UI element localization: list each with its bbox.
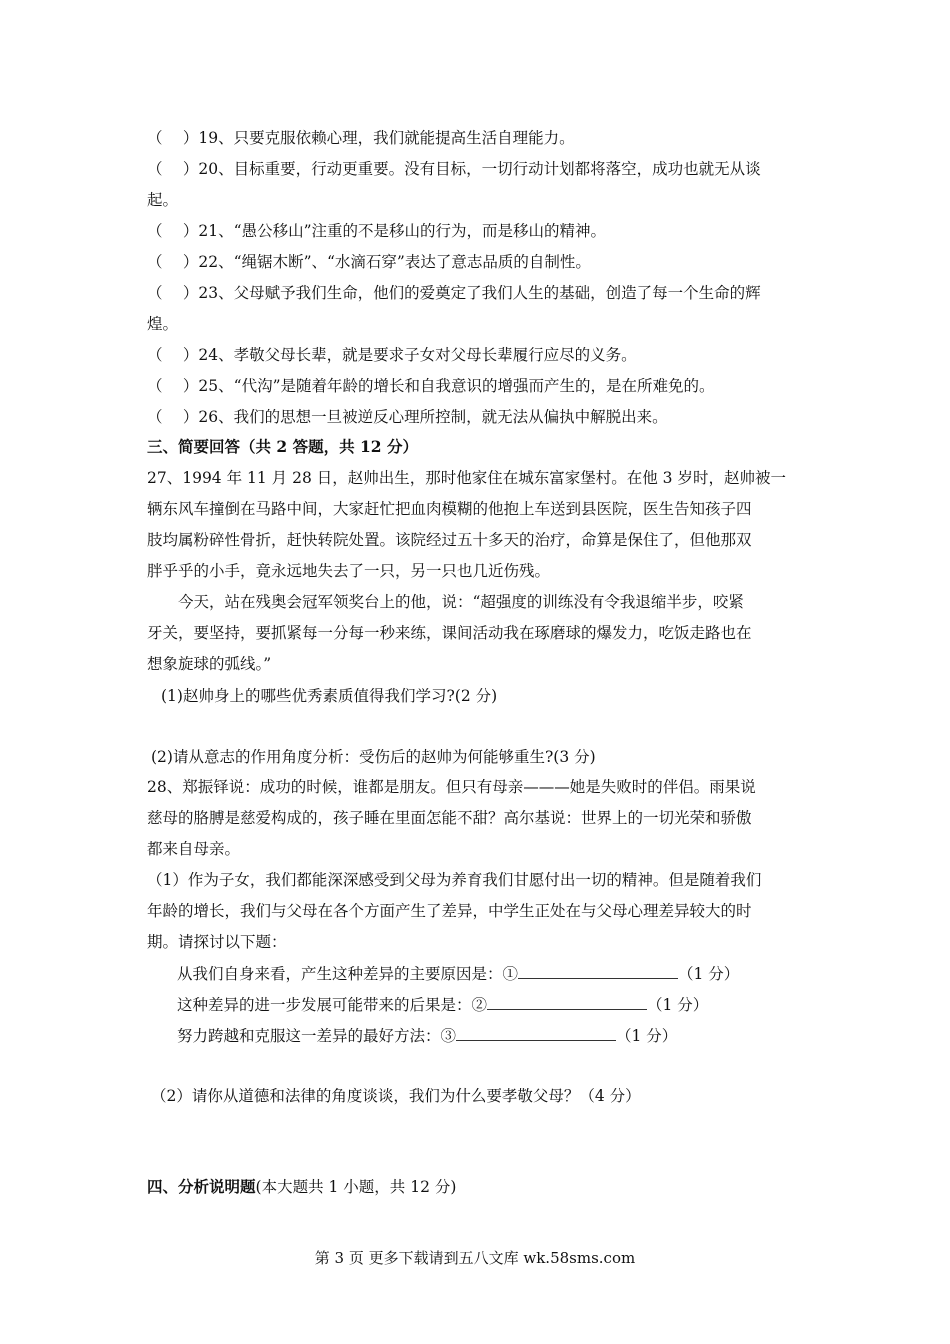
judgment-23: （ ）23、父母赋予我们生命，他们的爱奠定了我们人生的基础，创造了每一个生命的辉 [147, 284, 761, 302]
q27-line-7: 想象旋球的弧线。” [147, 655, 272, 673]
section4-heading-title: 四、分析说明题 [147, 1177, 256, 1196]
q27-line-3: 肢均属粉碎性骨折，赶快转院处置。该院经过五十多天的治疗，命算是保住了，但他那双 [147, 531, 752, 549]
fill-blank-1-prompt: 从我们自身来看，产生这种差异的主要原因是：① [177, 965, 519, 983]
judgment-19: （ ）19、只要克服依赖心理，我们就能提高生活自理能力。 [147, 129, 575, 147]
fill-blank-3[interactable] [456, 1026, 616, 1041]
fill-blank-1[interactable] [518, 964, 678, 979]
q28-sub1-line-3: 期。请探讨以下题： [147, 933, 287, 951]
q28-sub1-line-1: （1）作为子女，我们都能深深感受到父母为养育我们甘愿付出一切的精神。但是随着我们 [147, 871, 762, 889]
judgment-20: （ ）20、目标重要，行动更重要。没有目标，一切行动计划都将落空，成功也就无从谈 [147, 160, 761, 178]
q27-subquestion-2: (2)请从意志的作用角度分析：受伤后的赵帅为何能够重生?(3 分) [151, 748, 596, 766]
q28-subquestion-2: （2）请你从道德和法律的角度谈谈，我们为什么要孝敬父母？（4 分） [151, 1087, 641, 1105]
fill-blank-3-prompt: 努力跨越和克服这一差异的最好方法：③ [177, 1027, 457, 1045]
q28-line-1: 28、郑振铎说：成功的时候，谁都是朋友。但只有母亲———她是失败时的伴侣。雨果说 [147, 778, 756, 796]
judgment-20-cont: 起。 [147, 191, 179, 209]
fill-blank-1-row [177, 963, 739, 985]
judgment-22: （ ）22、“绳锯木断”、“水滴石穿”表达了意志品质的自制性。 [147, 253, 591, 271]
q28-line-2: 慈母的胳膊是慈爱构成的，孩子睡在里面怎能不甜？高尔基说：世界上的一切光荣和骄傲 [147, 809, 752, 827]
q27-line-1: 27、1994 年 11 月 28 日，赵帅出生，那时他家住在城东富家堡村。在他 3 岁时，赵帅被一 [147, 469, 786, 487]
fill-blank-1-points: （1 分） [678, 965, 740, 983]
q27-line-5: 今天，站在残奥会冠军领奖台上的他，说：“超强度的训练没有令我退缩半步，咬紧 [147, 593, 744, 611]
fill-blank-2-row [177, 994, 708, 1016]
q27-subquestion-1: (1)赵帅身上的哪些优秀素质值得我们学习?(2 分) [161, 687, 498, 705]
fill-blank-3-points: （1 分） [616, 1027, 678, 1045]
fill-blank-2[interactable] [487, 995, 647, 1010]
judgment-21: （ ）21、“愚公移山”注重的不是移山的行为，而是移山的精神。 [147, 222, 607, 240]
judgment-25: （ ）25、“代沟”是随着年龄的增长和自我意识的增强而产生的，是在所难免的。 [147, 377, 715, 395]
q28-sub1-line-2: 年龄的增长，我们与父母在各个方面产生了差异，中学生正处在与父母心理差异较大的时 [147, 902, 752, 920]
judgment-23-cont: 煌。 [147, 315, 179, 333]
q27-line-6: 牙关，要坚持，要抓紧每一分每一秒来练，课间活动我在琢磨球的爆发力，吃饭走路也在 [147, 624, 752, 642]
section3-heading: 三、简要回答（共 2 答题，共 12 分） [147, 437, 418, 456]
section4-heading-info: (本大题共 1 小题，共 12 分) [255, 1178, 457, 1196]
fill-blank-2-points: （1 分） [647, 996, 709, 1014]
page-footer: 第 3 页 更多下载请到五八文库 wk.58sms.com [314, 1249, 636, 1267]
q27-line-2: 辆东风车撞倒在马路中间，大家赶忙把血肉模糊的他抱上车送到县医院，医生告知孩子四 [147, 500, 752, 518]
judgment-26: （ ）26、我们的思想一旦被逆反心理所控制，就无法从偏执中解脱出来。 [147, 408, 668, 426]
judgment-24: （ ）24、孝敬父母长辈，就是要求子女对父母长辈履行应尽的义务。 [147, 346, 637, 364]
section4-heading [147, 1176, 456, 1198]
q28-line-3: 都来自母亲。 [147, 840, 241, 858]
fill-blank-2-prompt: 这种差异的进一步发展可能带来的后果是：② [177, 996, 488, 1014]
fill-blank-3-row [177, 1025, 677, 1047]
q27-line-4: 胖乎乎的小手，竟永远地失去了一只，另一只也几近伤残。 [147, 562, 551, 580]
